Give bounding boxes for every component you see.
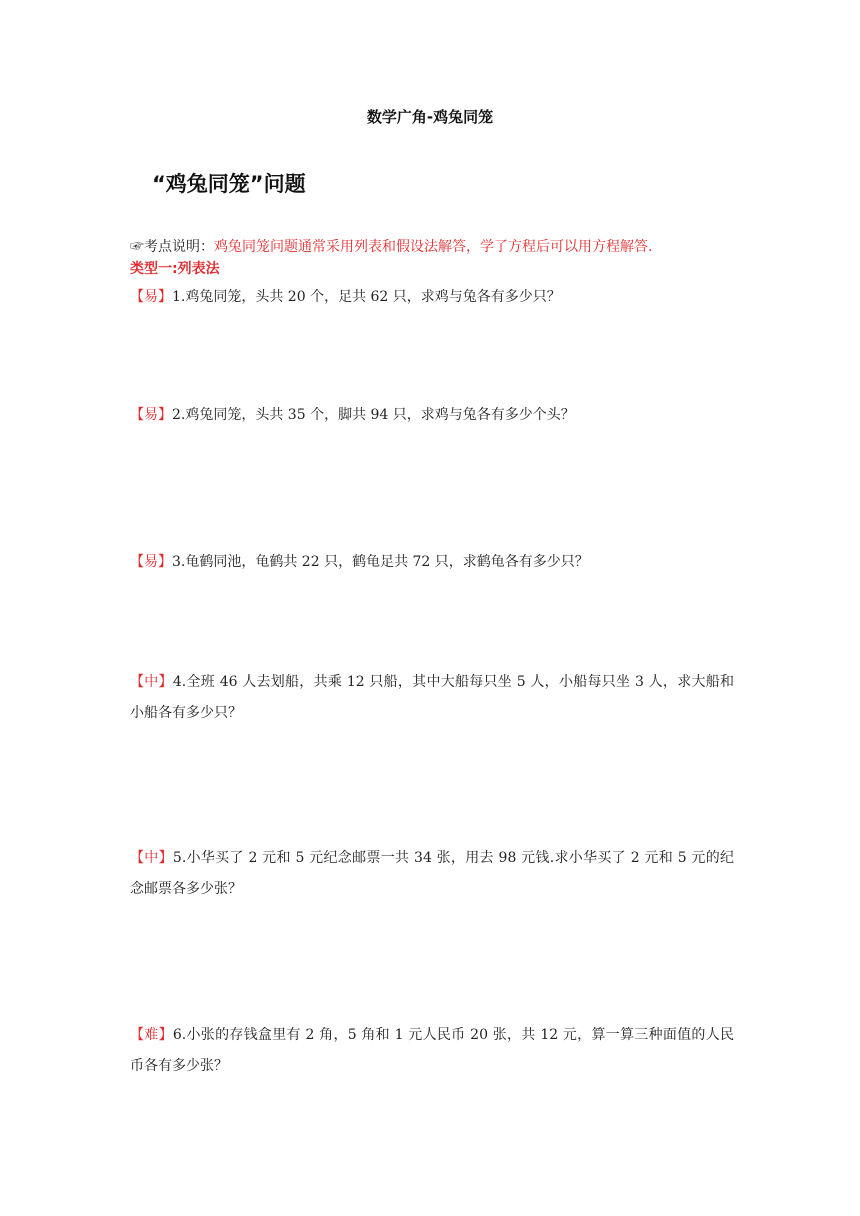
question-4 (130, 667, 734, 729)
difficulty-badge: 【中】 (130, 850, 173, 866)
question-text: 1.鸡兔同笼，头共 20 个，足共 62 只，求鸡与兔各有多少只？ (172, 289, 561, 305)
question-2 (130, 400, 734, 431)
question-5 (130, 843, 734, 905)
question-6 (130, 1020, 734, 1082)
difficulty-badge: 【易】 (130, 554, 172, 570)
exam-point-note (130, 236, 652, 256)
difficulty-badge: 【易】 (130, 289, 172, 305)
question-3 (130, 547, 734, 578)
question-text: 6.小张的存钱盒里有 2 角，5 角和 1 元人民币 20 张，共 12 元，算一算三种面值的人民币各有多少张？ (130, 1027, 734, 1074)
note-label: ☞考点说明： (130, 239, 214, 255)
type-label: 类型一:列表法 (130, 261, 220, 277)
question-1 (130, 282, 734, 313)
difficulty-badge: 【易】 (130, 407, 172, 423)
difficulty-badge: 【难】 (130, 1027, 173, 1043)
question-text: 4.全班 46 人去划船，共乘 12 只船，其中大船每只坐 5 人，小船每只坐 3 人，求大船和小船各有多少只？ (130, 674, 734, 721)
question-text: 2.鸡兔同笼，头共 35 个，脚共 94 只，求鸡与兔各有多少个头？ (172, 407, 575, 423)
section-heading: “鸡兔同笼”问题 (152, 172, 306, 196)
document-title: 数学广角-鸡兔同笼 (366, 108, 494, 126)
note-text: 鸡兔同笼问题通常采用列表和假设法解答，学了方程后可以用方程解答. (214, 239, 653, 255)
question-text: 5.小华买了 2 元和 5 元纪念邮票一共 34 张，用去 98 元钱.求小华买了 2 元和 5 元的纪念邮票各多少张？ (130, 850, 735, 897)
question-text: 3.龟鹤同池，龟鹤共 22 只，鹤龟足共 72 只，求鹤龟各有多少只？ (172, 554, 589, 570)
difficulty-badge: 【中】 (130, 674, 173, 690)
